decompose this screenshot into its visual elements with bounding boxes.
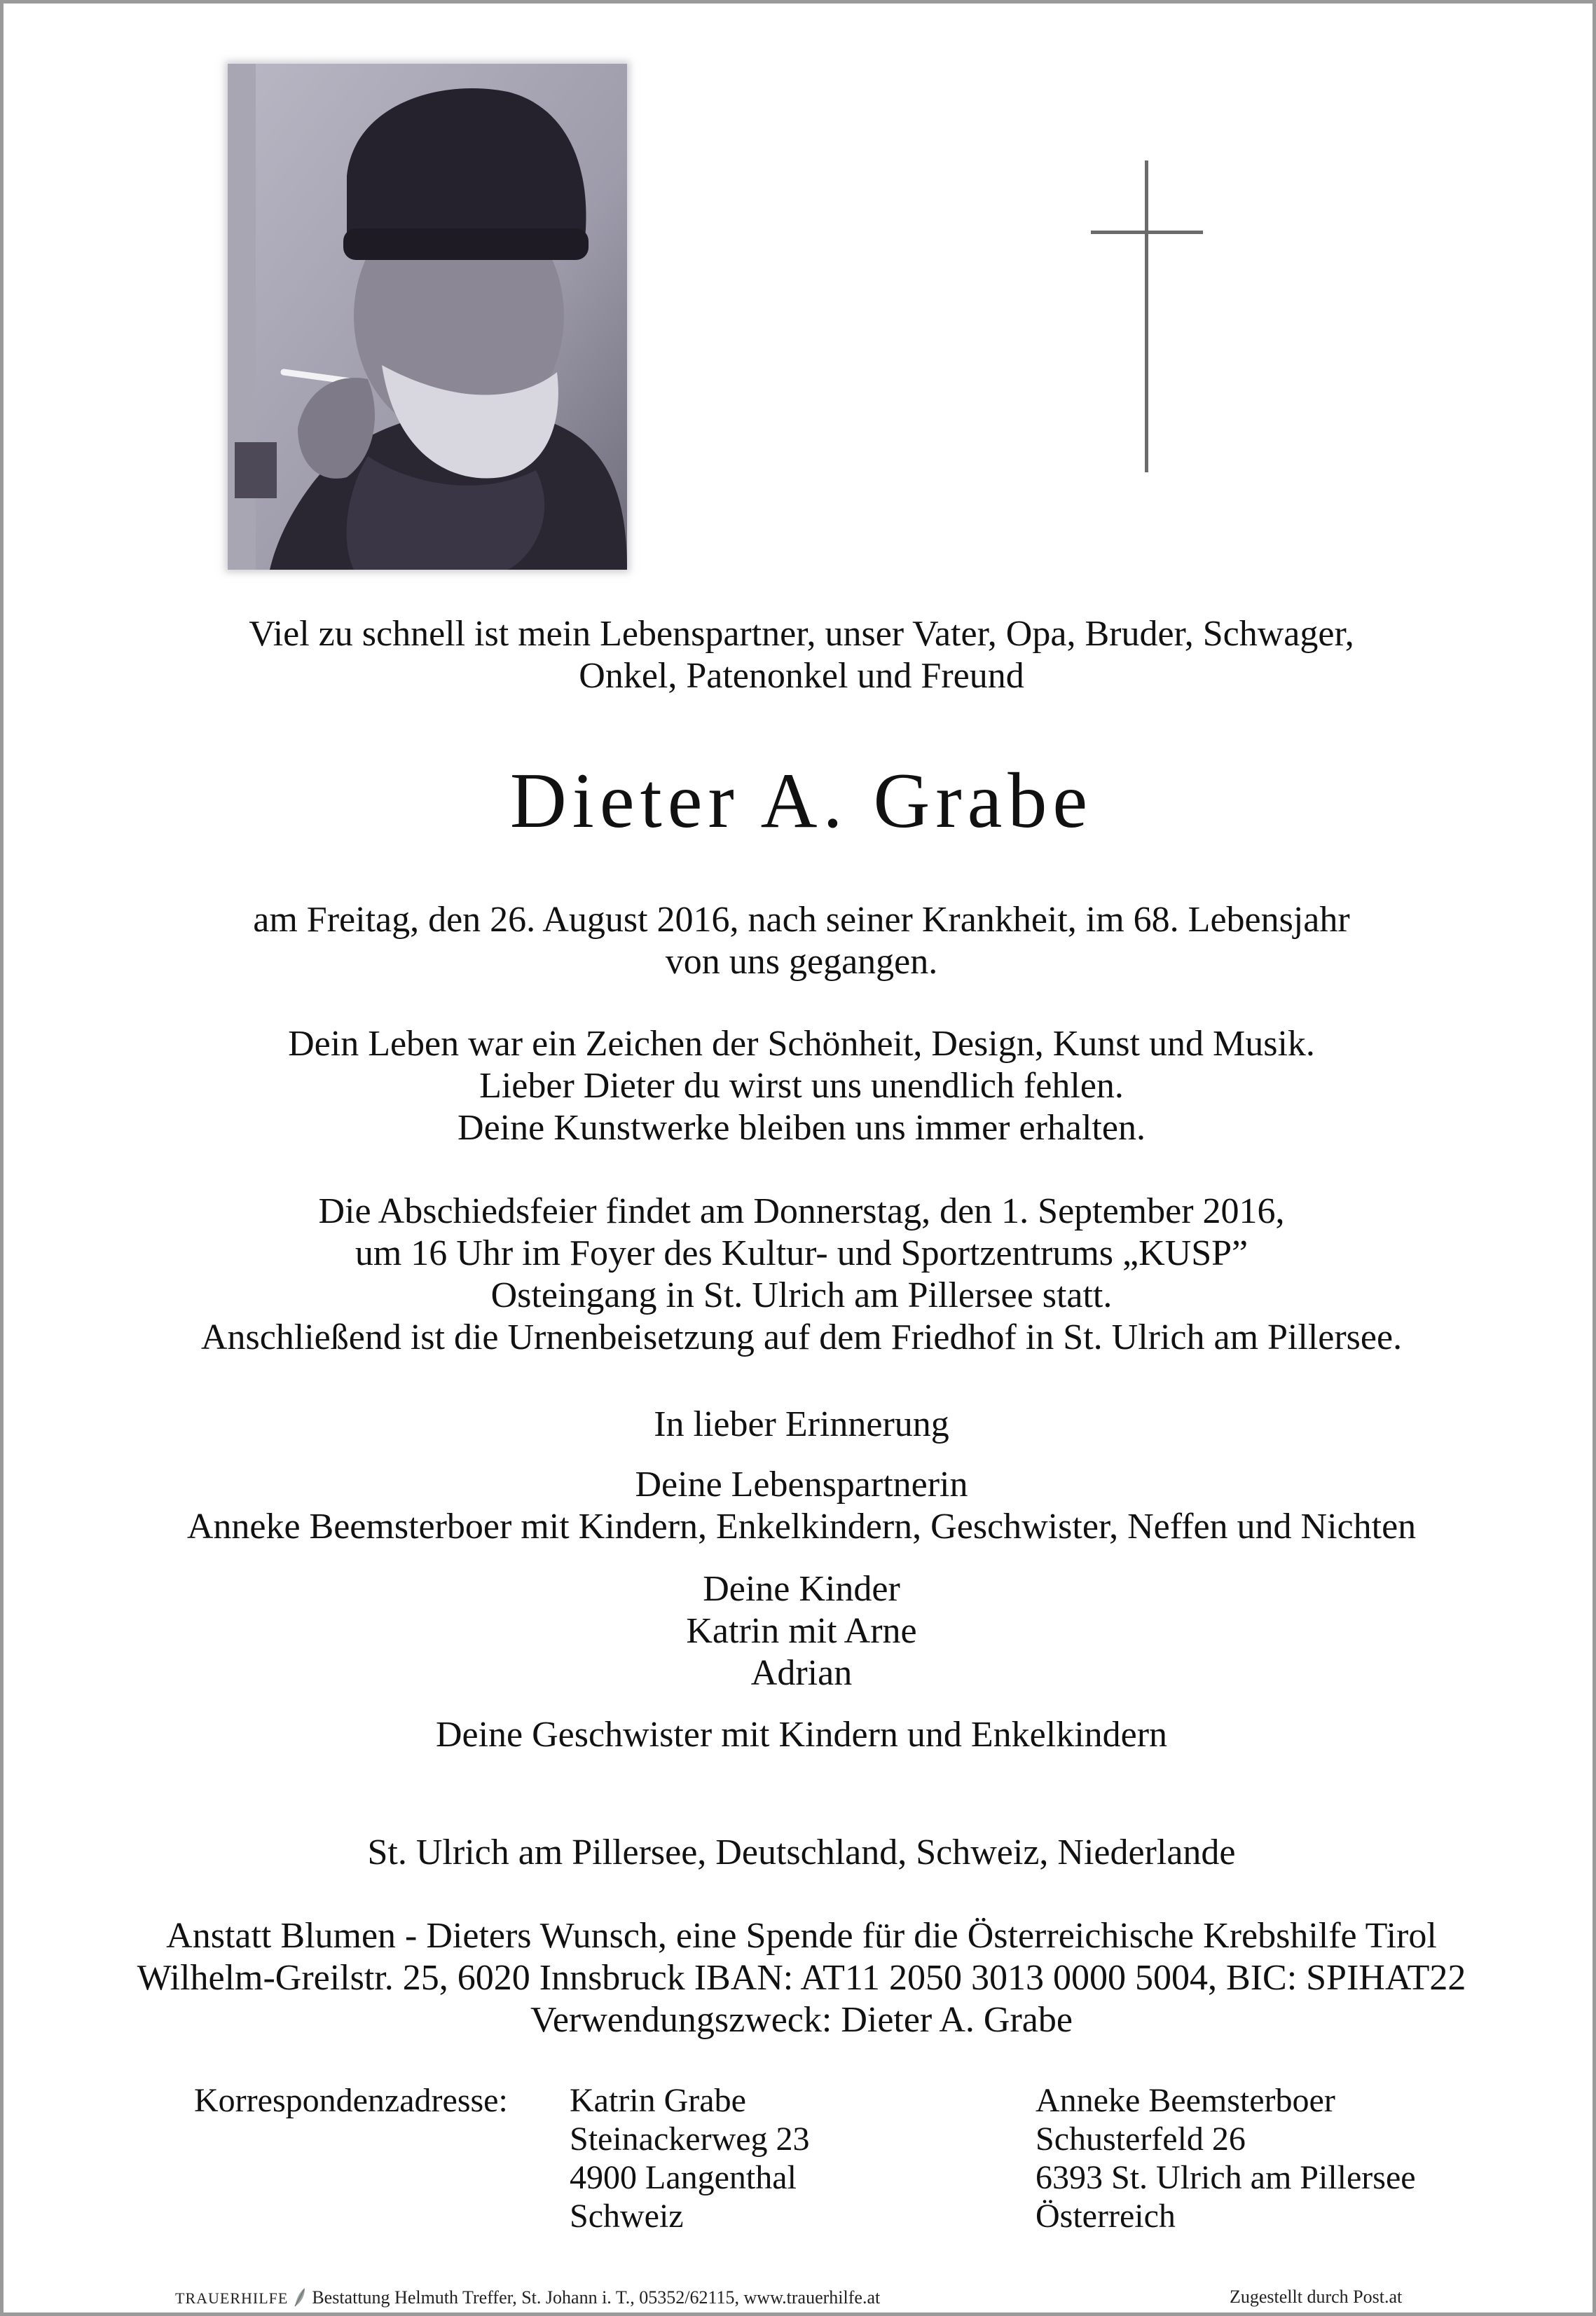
death-line: von uns gegangen. — [665, 942, 938, 982]
correspondence-address-1 — [570, 2081, 810, 2235]
tribute-block — [4, 1023, 1596, 1149]
address-line: Österreich — [1036, 2198, 1176, 2235]
tribute-line: Lieber Dieter du wirst uns unendlich fehlen. — [479, 1066, 1124, 1106]
address-line: Schweiz — [570, 2198, 684, 2235]
death-line: am Freitag, den 26. August 2016, nach seiner Krankheit, im 68. Lebensjahr — [253, 900, 1350, 940]
deceased-name: Dieter A. Grabe — [509, 758, 1094, 844]
partner-line: Anneke Beemsterboer mit Kindern, Enkelkindern, Geschwister, Neffen und Nichten — [186, 1507, 1417, 1547]
tribute-line: Deine Kunstwerke bleiben uns immer erhalten. — [458, 1108, 1146, 1148]
address-line: Anneke Beemsterboer — [1036, 2082, 1335, 2119]
cross-icon — [1091, 160, 1203, 472]
children-block — [4, 1568, 1596, 1694]
donation-line: Verwendungszweck: Dieter A. Grabe — [530, 2000, 1073, 2040]
remembrance-line: In lieber Erinnerung — [654, 1404, 949, 1444]
partner-block — [4, 1464, 1596, 1548]
children-line: Adrian — [750, 1653, 853, 1693]
death-notice — [4, 899, 1596, 983]
address-line: Katrin Grabe — [570, 2082, 746, 2119]
siblings-block — [4, 1714, 1596, 1756]
places-line: St. Ulrich am Pillersee, Deutschland, Schweiz, Niederlande — [367, 1832, 1236, 1872]
donation-line: Wilhelm-Greilstr. 25, 6020 Innsbruck IBAN: AT11 2050 3013 0000 5004, BIC: SPIHAT22 — [137, 1958, 1466, 1998]
footer-delivered-text: Zugestellt durch Post.at — [1230, 2287, 1403, 2307]
remembrance — [4, 1404, 1596, 1446]
children-line: Deine Kinder — [703, 1569, 900, 1609]
correspondence-address-2 — [1036, 2081, 1416, 2235]
ceremony-line: Anschließend ist die Urnenbeisetzung auf dem Friedhof in St. Ulrich am Pillersee. — [200, 1317, 1403, 1357]
children-line: Katrin mit Arne — [686, 1611, 917, 1651]
intro-line: Onkel, Patenonkel und Freund — [579, 656, 1024, 696]
ceremony-line: Osteingang in St. Ulrich am Pillersee statt. — [490, 1275, 1113, 1315]
partner-line: Deine Lebenspartnerin — [635, 1465, 968, 1505]
footer-delivered — [1230, 2287, 1402, 2308]
portrait-photo — [228, 64, 627, 570]
ceremony-block — [4, 1191, 1596, 1359]
leaf-icon — [292, 2287, 308, 2308]
address-line: 4900 Langenthal — [570, 2159, 797, 2196]
siblings-line: Deine Geschwister mit Kindern und Enkelkindern — [435, 1715, 1168, 1755]
donation-block — [4, 1915, 1596, 2041]
footer-brand: TRAUERHILFE — [175, 2289, 289, 2307]
places-block — [4, 1832, 1596, 1874]
address-line: Schusterfeld 26 — [1036, 2120, 1246, 2158]
tribute-line: Dein Leben war ein Zeichen der Schönheit, Design, Kunst und Musik. — [288, 1024, 1315, 1064]
ceremony-line: um 16 Uhr im Foyer des Kultur- und Sportzentrums „KUSP” — [355, 1233, 1248, 1273]
correspondence-label: Korrespondenzadresse: — [194, 2082, 508, 2119]
intro-block — [4, 613, 1596, 697]
ceremony-line: Die Abschiedsfeier findet am Donnerstag, den 1. September 2016, — [318, 1191, 1285, 1231]
intro-line: Viel zu schnell ist mein Lebenspartner, unser Vater, Opa, Bruder, Schwager, — [249, 614, 1354, 654]
address-line: Steinackerweg 23 — [570, 2120, 810, 2158]
donation-line: Anstatt Blumen - Dieters Wunsch, eine Spende für die Österreichische Krebshilfe Tirol — [166, 1916, 1437, 1956]
address-line: 6393 St. Ulrich am Pillersee — [1036, 2159, 1416, 2196]
deceased-name-block — [4, 755, 1596, 847]
footer-funeral-home-text: Bestattung Helmuth Treffer, St. Johann i. T., 05352/62115, www.trauerhilfe.at — [312, 2287, 881, 2308]
footer-funeral-home — [175, 2287, 880, 2309]
